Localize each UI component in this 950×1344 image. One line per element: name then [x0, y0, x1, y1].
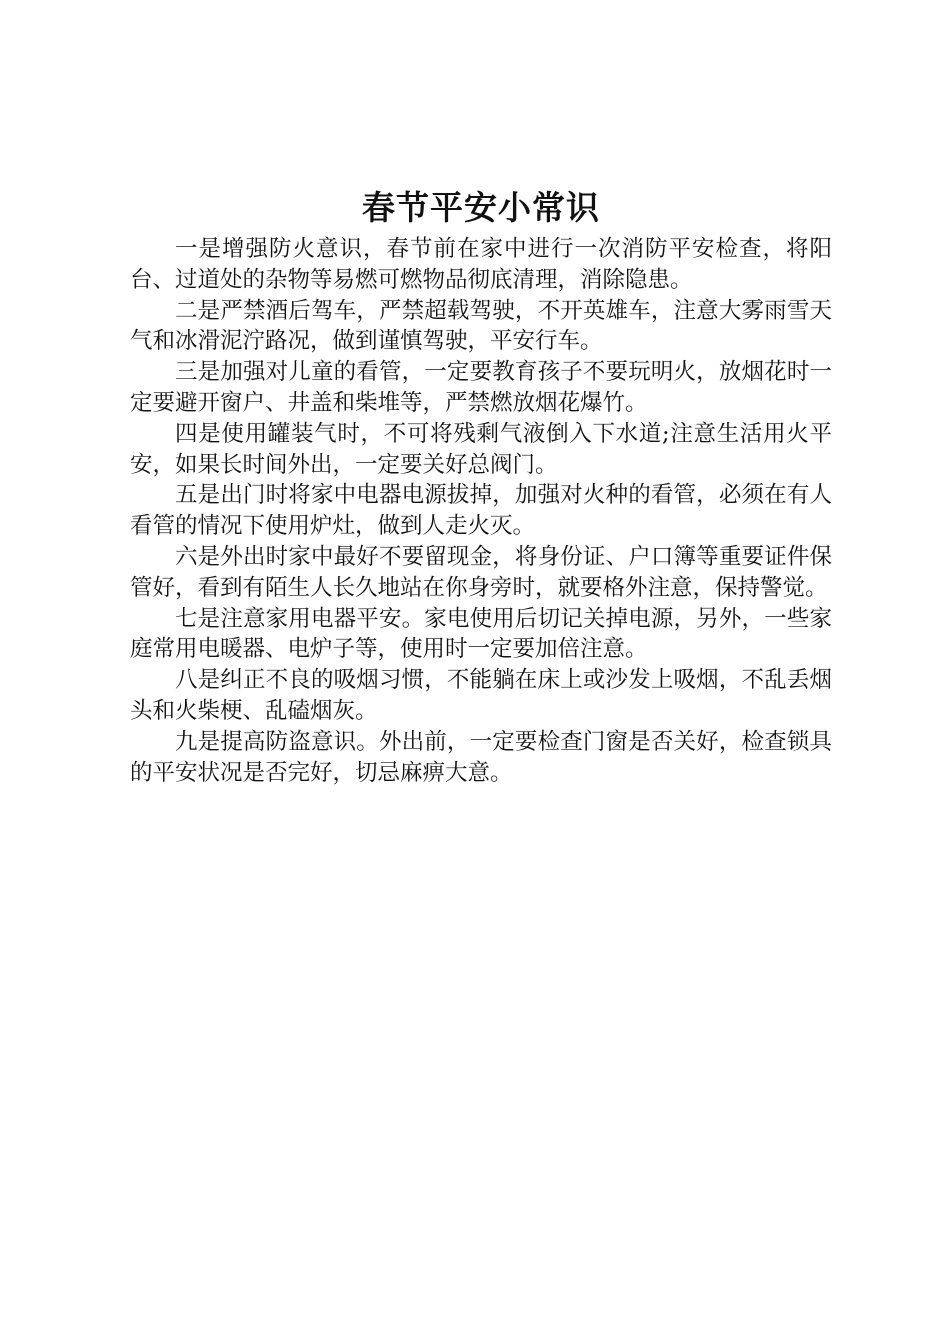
paragraph-1: 一是增强防火意识，春节前在家中进行一次消防平安检查，将阳台、过道处的杂物等易燃可燃物品彻底清理，消除隐患。: [130, 236, 832, 293]
paragraph-9: 九是提高防盗意识。外出前，一定要检查门窗是否关好，检查锁具的平安状况是否完好，切忌麻痹大意。: [130, 728, 832, 786]
paragraph-2: 二是严禁酒后驾车，严禁超载驾驶，不开英雄车，注意大雾雨雪天气和冰滑泥泞路况，做到谨慎驾驶，平安行车。: [130, 297, 832, 355]
paragraph-4: 四是使用罐装气时，不可将残剩气液倒入下水道;注意生活用火平安，如果长时间外出，一定要关好总阀门。: [130, 420, 832, 478]
document-page: [130, 186, 832, 788]
paragraph-8: 八是纠正不良的吸烟习惯，不能躺在床上或沙发上吸烟，不乱丢烟头和火柴梗、乱磕烟灰。: [130, 667, 832, 724]
paragraph-7: 七是注意家用电器平安。家电使用后切记关掉电源，另外，一些家庭常用电暖器、电炉子等，使用时一定要加倍注意。: [130, 605, 832, 663]
paragraph-6: 六是外出时家中最好不要留现金，将身份证、户口簿等重要证件保管好，看到有陌生人长久地站在你身旁时，就要格外注意，保持警觉。: [130, 543, 832, 601]
paragraph-3: 三是加强对儿童的看管，一定要教育孩子不要玩明火，放烟花时一定要避开窗户、井盖和柴堆等，严禁燃放烟花爆竹。: [130, 359, 832, 416]
paragraph-5: 五是出门时将家中电器电源拔掉，加强对火种的看管，必须在有人看管的情况下使用炉灶，做到人走火灭。: [130, 482, 832, 540]
document-title: 春节平安小常识: [362, 188, 600, 227]
document-body: [130, 234, 832, 788]
